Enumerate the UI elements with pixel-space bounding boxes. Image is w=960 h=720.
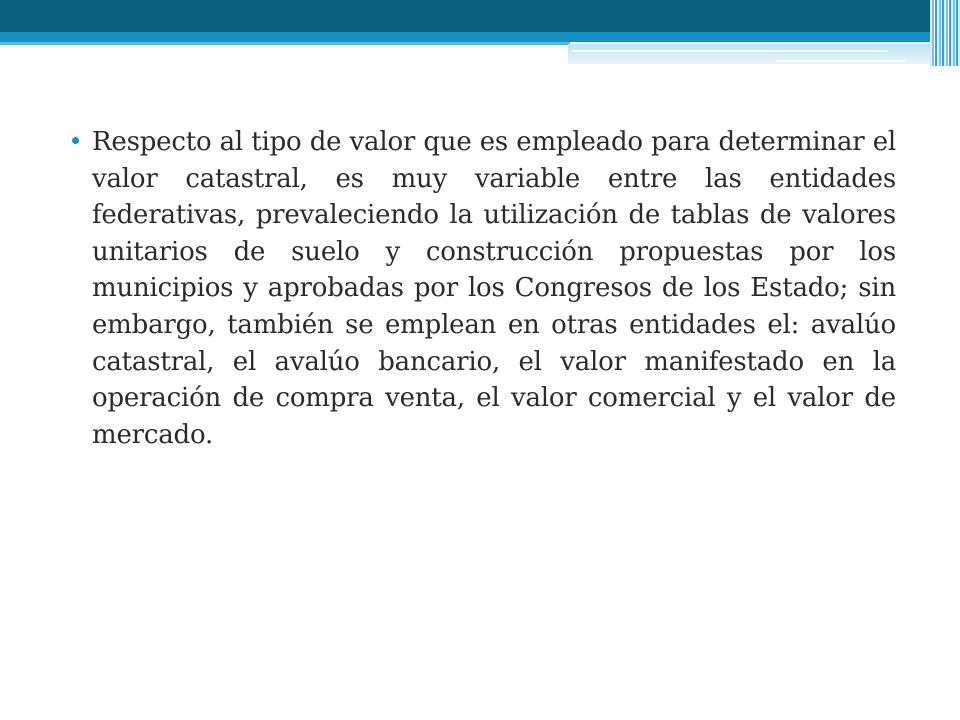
header-edge-stripes — [930, 0, 960, 66]
bullet-item — [70, 124, 896, 453]
header-band-dark — [0, 0, 960, 32]
header-band-accent — [0, 32, 960, 42]
bullet-icon — [72, 137, 79, 144]
header-strip-line — [572, 50, 888, 52]
bullet-text: Respecto al tipo de valor que es empleado para determinar el valor catastral, es muy variable entre las entidades federativas, prevaleciendo la utilización de tablas de valores unitarios de suelo y construcción propuestas por los municipios y aprobadas por los Congresos de los Estado; sin embargo, también se emplean en otras entidades el: avalúo catastral, el avalúo bancario, el valor manifestado en la operación de compra venta, el valor comercial y el valor de mercado. — [92, 127, 896, 450]
header-strip-line — [776, 60, 906, 62]
slide-body — [70, 124, 896, 453]
header-accent-line — [0, 42, 570, 45]
